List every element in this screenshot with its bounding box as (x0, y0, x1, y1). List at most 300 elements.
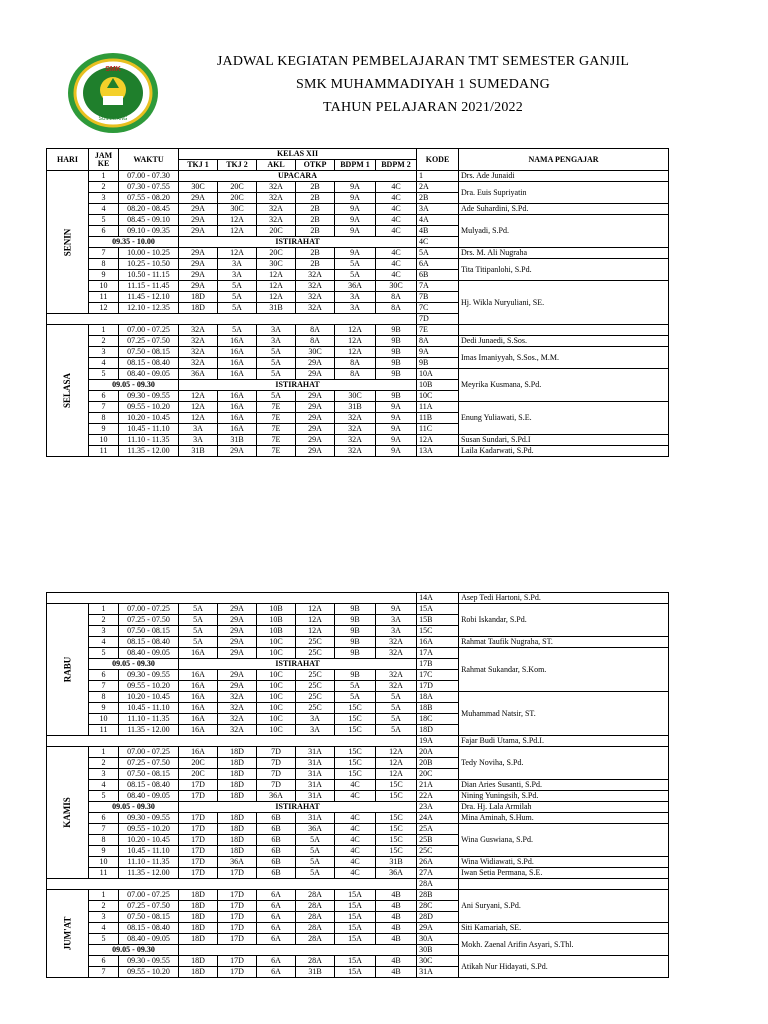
kode-cell: 8A (417, 336, 459, 347)
class-cell: 5A (179, 615, 218, 626)
schedule-row (47, 824, 669, 835)
class-cell: 32A (335, 446, 376, 457)
teacher-name: Meyrika Kusmana, S.Pd. (459, 369, 669, 402)
jam-ke: 2 (89, 758, 119, 769)
class-cell: 6B (257, 824, 296, 835)
waktu: 08.45 - 09.10 (119, 215, 179, 226)
waktu: 09.10 - 09.35 (119, 226, 179, 237)
jam-ke: 8 (89, 692, 119, 703)
teacher-name: Dra. Hj. Lala Armilah (459, 802, 669, 813)
jam-ke: 3 (89, 769, 119, 780)
class-cell: 28A (296, 923, 335, 934)
class-cell: 7D (257, 747, 296, 758)
class-cell: 16A (218, 424, 257, 435)
waktu: 08.40 - 09.05 (119, 369, 179, 380)
jam-ke: 6 (89, 670, 119, 681)
class-cell: 12A (296, 626, 335, 637)
class-cell: 9B (335, 670, 376, 681)
class-cell: 32A (218, 725, 257, 736)
kode-cell: 7A (417, 281, 459, 292)
class-cell: 4B (376, 901, 417, 912)
class-cell: 32A (335, 435, 376, 446)
class-cell: 3A (296, 725, 335, 736)
jam-ke: 9 (89, 270, 119, 281)
class-cell: 3A (179, 424, 218, 435)
waktu: 10.45 - 11.10 (119, 846, 179, 857)
waktu: 12.10 - 12.35 (119, 303, 179, 314)
class-cell: 18D (218, 758, 257, 769)
kode-cell: 9B (417, 358, 459, 369)
class-cell: 9B (335, 648, 376, 659)
class-cell: 5A (179, 626, 218, 637)
class-cell: 31B (257, 303, 296, 314)
class-cell: 16A (218, 336, 257, 347)
blank-cell (47, 879, 417, 890)
class-cell: 17D (179, 868, 218, 879)
class-cell: 10C (257, 648, 296, 659)
class-cell: 5A (179, 604, 218, 615)
kode-cell: 24A (417, 813, 459, 824)
class-cell: 7E (257, 424, 296, 435)
class-cell: 16A (179, 648, 218, 659)
kode-cell: 28D (417, 912, 459, 923)
class-cell: 10C (257, 681, 296, 692)
header-jam-ke: JAM KE (89, 149, 119, 171)
class-cell: 18D (179, 303, 218, 314)
class-cell: 25C (296, 670, 335, 681)
teacher-name: Tedy Noviha, S.Pd. (459, 747, 669, 780)
break-time: 09.05 - 09.30 (89, 802, 179, 813)
class-cell: 4C (335, 813, 376, 824)
jam-ke: 3 (89, 912, 119, 923)
waktu: 10.25 - 10.50 (119, 259, 179, 270)
class-cell: 16A (179, 703, 218, 714)
jam-ke: 5 (89, 215, 119, 226)
blank-row (47, 736, 669, 747)
kode-cell: 10C (417, 391, 459, 402)
schedule-row (47, 780, 669, 791)
kode-cell: 19A (417, 736, 459, 747)
kode-cell: 21A (417, 780, 459, 791)
waktu: 10.20 - 10.45 (119, 413, 179, 424)
class-cell: 29A (296, 435, 335, 446)
header-kode: KODE (417, 149, 459, 171)
teacher-name: Siti Kamariah, SE. (459, 923, 669, 934)
class-cell: 12A (257, 281, 296, 292)
jam-ke: 7 (89, 967, 119, 978)
kode-cell: 28A (417, 879, 459, 890)
class-cell: 2B (296, 248, 335, 259)
jam-ke: 9 (89, 846, 119, 857)
kode-cell: 3A (417, 204, 459, 215)
schedule-row (47, 215, 669, 226)
blank-cell (47, 314, 417, 325)
class-cell: 9B (376, 358, 417, 369)
teacher-name: Tita Titipanlohi, S.Pd. (459, 259, 669, 281)
class-cell: 18D (218, 813, 257, 824)
class-cell: 18D (218, 769, 257, 780)
day-label (47, 890, 89, 978)
class-cell: 25C (296, 681, 335, 692)
jam-ke: 11 (89, 446, 119, 457)
class-cell: 6A (257, 901, 296, 912)
class-cell: 8A (335, 369, 376, 380)
class-cell: 15C (335, 769, 376, 780)
header-kelas: KELAS XII (179, 149, 417, 160)
jam-ke: 10 (89, 435, 119, 446)
class-cell: 32A (296, 303, 335, 314)
class-cell: 9B (376, 336, 417, 347)
kode-cell: 10A (417, 369, 459, 380)
schedule-body-2 (47, 593, 669, 978)
kode-cell: 2B (417, 193, 459, 204)
class-cell: 20C (179, 769, 218, 780)
teacher-name: Robi Iskandar, S.Pd. (459, 604, 669, 637)
class-cell: 3A (257, 325, 296, 336)
jam-ke: 8 (89, 413, 119, 424)
class-cell: 4C (376, 182, 417, 193)
class-cell: 17D (179, 824, 218, 835)
kode-cell: 31A (417, 967, 459, 978)
class-cell: 6A (257, 923, 296, 934)
class-cell: 15A (335, 890, 376, 901)
waktu: 07.00 - 07.25 (119, 325, 179, 336)
class-cell: 29A (179, 248, 218, 259)
kode-cell: 7D (417, 314, 459, 325)
class-cell: 10C (257, 692, 296, 703)
class-cell: 5A (179, 637, 218, 648)
teacher-name: Dra. Euis Supriyatin (459, 182, 669, 204)
class-cell: 18D (179, 901, 218, 912)
class-cell: 3A (335, 292, 376, 303)
class-cell: 7E (257, 413, 296, 424)
class-cell: 31A (296, 791, 335, 802)
logo-text-top: SMK (105, 66, 121, 73)
class-cell: 6B (257, 813, 296, 824)
day-label (47, 747, 89, 879)
class-cell: 9B (335, 626, 376, 637)
class-cell: 5A (257, 391, 296, 402)
class-cell: 15C (335, 758, 376, 769)
kode-cell: 28B (417, 890, 459, 901)
schedule-row (47, 813, 669, 824)
class-cell: 29A (179, 270, 218, 281)
jam-ke: 4 (89, 637, 119, 648)
class-cell: 28A (296, 901, 335, 912)
waktu: 07.50 - 08.15 (119, 912, 179, 923)
class-cell: 9A (335, 182, 376, 193)
jam-ke: 5 (89, 791, 119, 802)
class-cell: 17D (179, 835, 218, 846)
teacher-name: Imas Imaniyyah, S.Sos., M.M. (459, 347, 669, 369)
jam-ke: 4 (89, 780, 119, 791)
school-logo-icon (67, 52, 159, 134)
schedule-row (47, 934, 669, 945)
class-cell: 16A (179, 747, 218, 758)
kode-cell: 10B (417, 380, 459, 391)
class-cell: 12A (179, 402, 218, 413)
class-cell: 12A (257, 270, 296, 281)
jam-ke: 11 (89, 868, 119, 879)
class-cell: 28A (296, 912, 335, 923)
kode-cell: 20B (417, 758, 459, 769)
schedule-row (47, 692, 669, 703)
jam-ke: 2 (89, 182, 119, 193)
class-cell: 4C (335, 846, 376, 857)
class-cell: 9A (335, 226, 376, 237)
class-cell: 31B (296, 967, 335, 978)
day-name: SELASA (61, 372, 72, 409)
class-cell: 3A (179, 435, 218, 446)
class-cell: 4C (376, 248, 417, 259)
class-cell: 2B (296, 193, 335, 204)
break-label (179, 945, 417, 956)
class-cell: 6A (257, 967, 296, 978)
waktu: 07.25 - 07.50 (119, 336, 179, 347)
class-cell: 30C (179, 182, 218, 193)
class-cell: 18D (179, 923, 218, 934)
day-name: JUM'AT (62, 916, 72, 951)
jam-ke: 7 (89, 824, 119, 835)
class-cell: 3A (218, 270, 257, 281)
kode-cell: 17C (417, 670, 459, 681)
class-cell: 16A (218, 358, 257, 369)
class-cell: 32A (257, 193, 296, 204)
waktu: 11.10 - 11.35 (119, 857, 179, 868)
waktu: 07.00 - 07.25 (119, 747, 179, 758)
day-name: KAMIS (61, 797, 72, 828)
schedule-row (47, 171, 669, 182)
class-cell: 18D (179, 912, 218, 923)
class-cell: 15A (335, 901, 376, 912)
break-time: 09.05 - 09.30 (89, 945, 179, 956)
class-cell: 18D (218, 780, 257, 791)
class-cell: 5A (376, 725, 417, 736)
waktu: 08.40 - 09.05 (119, 934, 179, 945)
class-cell: 16A (179, 670, 218, 681)
waktu: 11.35 - 12.00 (119, 446, 179, 457)
class-cell: 32A (257, 182, 296, 193)
jam-ke: 7 (89, 248, 119, 259)
class-cell: 9A (376, 424, 417, 435)
schedule-row (47, 747, 669, 758)
waktu: 09.55 - 10.20 (119, 824, 179, 835)
jam-ke: 6 (89, 956, 119, 967)
class-cell: 18D (218, 747, 257, 758)
class-cell: 31A (296, 780, 335, 791)
class-cell: 6A (257, 934, 296, 945)
kode-cell: 20A (417, 747, 459, 758)
waktu: 08.40 - 09.05 (119, 648, 179, 659)
class-cell: 32A (296, 270, 335, 281)
class-cell: 29A (179, 204, 218, 215)
class-cell: 17D (218, 923, 257, 934)
class-cell: 3A (257, 336, 296, 347)
class-cell: 29A (296, 369, 335, 380)
kode-cell: 4B (417, 226, 459, 237)
schedule-row (47, 791, 669, 802)
class-cell: 9A (335, 193, 376, 204)
class-cell: 4C (335, 835, 376, 846)
class-cell: 31A (296, 747, 335, 758)
class-cell: 17D (179, 780, 218, 791)
class-cell: 8A (376, 292, 417, 303)
class-cell: 18D (179, 890, 218, 901)
schedule-row (47, 890, 669, 901)
kode-cell: 26A (417, 857, 459, 868)
schedule-row (47, 868, 669, 879)
class-cell: 9A (376, 604, 417, 615)
class-cell: 6A (257, 912, 296, 923)
class-cell: 28A (296, 956, 335, 967)
class-cell: 2B (296, 226, 335, 237)
class-cell: 9A (335, 248, 376, 259)
class-cell: 32A (296, 292, 335, 303)
break-label: ISTIRAHAT (179, 237, 417, 248)
class-cell: 12A (376, 758, 417, 769)
jam-ke: 12 (89, 303, 119, 314)
teacher-name (459, 879, 669, 890)
kode-cell: 15C (417, 626, 459, 637)
class-cell: 32A (335, 424, 376, 435)
class-cell: 5A (335, 270, 376, 281)
header-class-bdpm2: BDPM 2 (376, 160, 417, 171)
waktu: 09.30 - 09.55 (119, 391, 179, 402)
class-cell: 16A (179, 681, 218, 692)
class-cell: 5A (296, 868, 335, 879)
class-cell: 4C (335, 857, 376, 868)
class-cell: 4C (376, 204, 417, 215)
class-cell: 25C (296, 703, 335, 714)
schedule-row (47, 248, 669, 259)
class-cell: 15C (376, 813, 417, 824)
class-cell: 12A (218, 226, 257, 237)
class-cell: 29A (218, 615, 257, 626)
teacher-name: Mulyadi, S.Pd. (459, 215, 669, 248)
class-cell: 7D (257, 769, 296, 780)
class-cell: 7E (257, 402, 296, 413)
class-cell: 4B (376, 934, 417, 945)
class-cell: 16A (179, 692, 218, 703)
class-cell: 31A (296, 769, 335, 780)
kode-cell: 29A (417, 923, 459, 934)
class-cell: 12A (296, 615, 335, 626)
waktu: 11.45 - 12.10 (119, 292, 179, 303)
kode-cell: 22A (417, 791, 459, 802)
class-cell: 30C (257, 259, 296, 270)
class-cell: 29A (296, 391, 335, 402)
class-cell: 15C (335, 725, 376, 736)
class-cell: 8A (335, 358, 376, 369)
class-cell: 32A (179, 358, 218, 369)
class-cell: 12A (376, 769, 417, 780)
class-cell: 6A (257, 890, 296, 901)
title-line-1: JADWAL KEGIATAN PEMBELAJARAN TMT SEMESTER GANJIL (216, 54, 630, 69)
class-cell: 9A (376, 413, 417, 424)
logo-text-bottom: SUMEDANG (98, 116, 128, 122)
class-cell: 32A (376, 681, 417, 692)
class-cell: 9B (335, 604, 376, 615)
jam-ke: 6 (89, 813, 119, 824)
waktu: 07.55 - 08.20 (119, 193, 179, 204)
waktu: 11.35 - 12.00 (119, 868, 179, 879)
schedule-row (47, 648, 669, 659)
teacher-name: Mokh. Zaenal Arifin Asyari, S.Thl. (459, 934, 669, 956)
class-cell: 3A (218, 259, 257, 270)
kode-cell: 11B (417, 413, 459, 424)
class-cell: 20C (179, 758, 218, 769)
jam-ke: 9 (89, 424, 119, 435)
class-cell: 15A (335, 934, 376, 945)
class-cell: 15A (335, 967, 376, 978)
kode-cell: 23A (417, 802, 459, 813)
day-label (47, 171, 89, 314)
kode-cell: 1 (417, 171, 459, 182)
waktu: 10.20 - 10.45 (119, 835, 179, 846)
schedule-row (47, 637, 669, 648)
waktu: 09.55 - 10.20 (119, 681, 179, 692)
day-label (47, 604, 89, 736)
class-cell: 4C (376, 259, 417, 270)
class-cell: 4C (335, 824, 376, 835)
class-cell: 4C (376, 193, 417, 204)
class-cell: 32A (218, 714, 257, 725)
class-cell: 12A (376, 747, 417, 758)
title-block (180, 50, 666, 119)
class-cell: 4C (335, 868, 376, 879)
waktu: 10.00 - 10.25 (119, 248, 179, 259)
class-cell: 25C (296, 648, 335, 659)
class-cell: 2B (296, 182, 335, 193)
jam-ke: 1 (89, 604, 119, 615)
waktu: 09.55 - 10.20 (119, 402, 179, 413)
class-cell: 16A (218, 402, 257, 413)
waktu: 07.25 - 07.50 (119, 758, 179, 769)
class-cell: 16A (179, 725, 218, 736)
class-cell: 16A (218, 413, 257, 424)
waktu: 07.50 - 08.15 (119, 769, 179, 780)
class-cell: 5A (296, 835, 335, 846)
schedule-row (47, 204, 669, 215)
kode-cell: 18D (417, 725, 459, 736)
schedule-row (47, 956, 669, 967)
class-cell: 29A (296, 413, 335, 424)
class-cell: 9A (376, 435, 417, 446)
schedule-row (47, 347, 669, 358)
class-cell: 7D (257, 758, 296, 769)
teacher-name: Rahmat Taufik Nugraha, ST. (459, 637, 669, 648)
class-cell: 32A (179, 336, 218, 347)
class-cell: 3A (335, 303, 376, 314)
jam-ke: 1 (89, 890, 119, 901)
schedule-table-1 (46, 148, 669, 457)
class-cell: 5A (218, 281, 257, 292)
class-cell: 5A (335, 259, 376, 270)
break-label: ISTIRAHAT (179, 380, 417, 391)
day-name: SENIN (61, 228, 72, 256)
waktu: 09.30 - 09.55 (119, 813, 179, 824)
kode-cell: 18B (417, 703, 459, 714)
class-cell: 25C (296, 637, 335, 648)
schedule-row (47, 281, 669, 292)
class-cell: 28A (296, 934, 335, 945)
class-cell: 12A (335, 347, 376, 358)
waktu: 08.15 - 08.40 (119, 923, 179, 934)
class-cell: 10C (257, 725, 296, 736)
class-cell: 29A (179, 226, 218, 237)
jam-ke: 3 (89, 193, 119, 204)
teacher-name: Iwan Setia Permana, S.E. (459, 868, 669, 879)
